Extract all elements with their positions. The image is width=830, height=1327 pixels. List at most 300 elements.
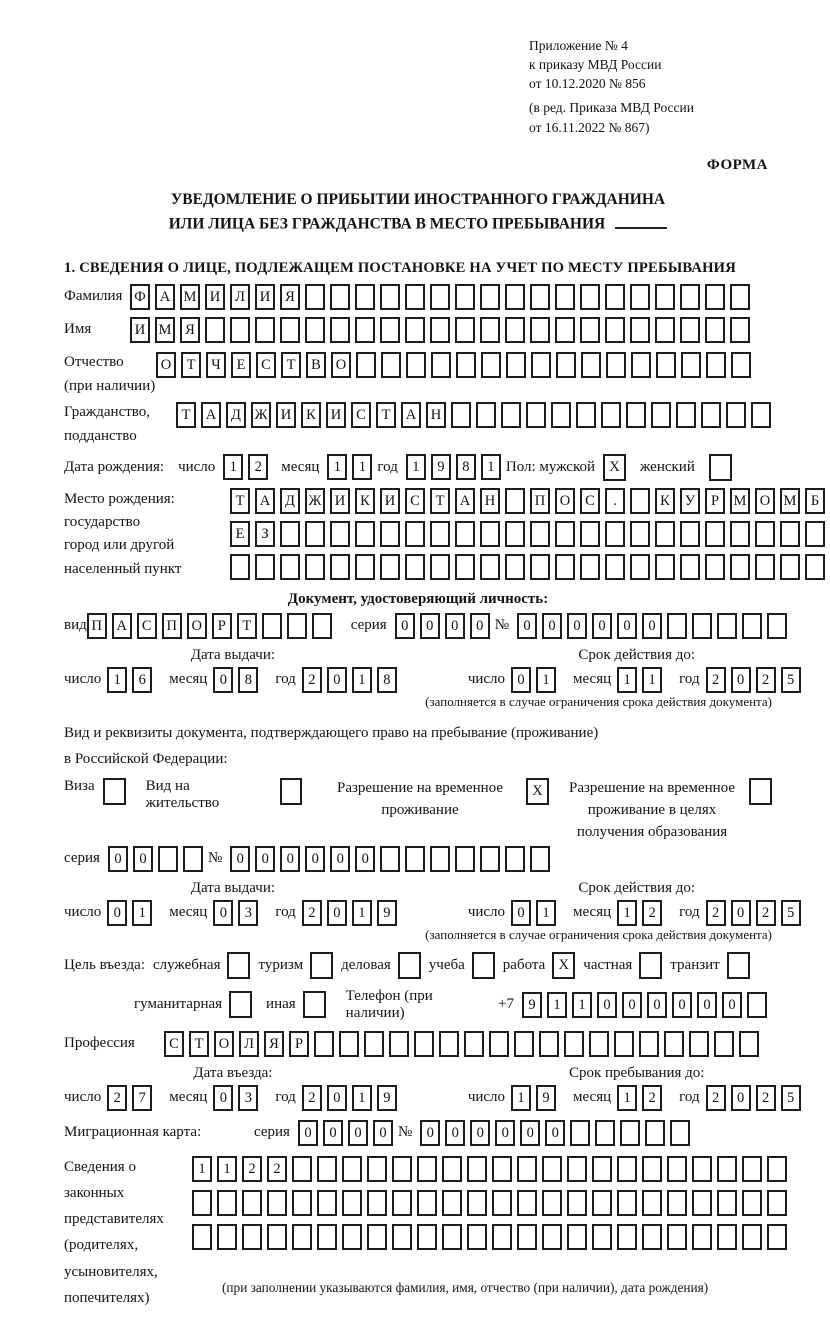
grid-cell: О: [331, 352, 351, 378]
grid-cell: [355, 317, 375, 343]
label-birthdate: Дата рождения:: [64, 458, 165, 475]
grid-cell: 0: [545, 1120, 565, 1146]
label-firstname: Имя: [64, 321, 92, 338]
grid-cell: [292, 1224, 312, 1250]
grid-cell: [567, 1156, 587, 1182]
grid-cell: Д: [280, 488, 300, 514]
grid-cell: [655, 317, 675, 343]
grid-cell: 1: [481, 454, 501, 480]
grid-cell: 0: [470, 1120, 490, 1146]
phone-field[interactable]: [522, 992, 772, 1018]
resdoc-issue-day[interactable]: [107, 900, 157, 926]
grid-cell: 1: [352, 667, 372, 693]
grid-cell: [292, 1156, 312, 1182]
grid-cell: 0: [348, 1120, 368, 1146]
checkbox-purpose-humanitarian[interactable]: [229, 991, 252, 1018]
grid-cell: [542, 1156, 562, 1182]
label-day: число: [467, 1089, 506, 1106]
grid-cell: 1: [107, 667, 127, 693]
grid-cell: [639, 1031, 659, 1057]
profession-field[interactable]: [164, 1031, 764, 1057]
grid-cell: [355, 284, 375, 310]
iddoc-valid-month[interactable]: [617, 667, 667, 693]
grid-cell: [626, 402, 646, 428]
grid-cell: [367, 1190, 387, 1216]
grid-cell: [280, 554, 300, 580]
firstname-field[interactable]: [130, 317, 755, 343]
valid-note: (заполняется в случае ограничения срока действия документа): [425, 693, 772, 709]
grid-cell: 0: [373, 1120, 393, 1146]
grid-cell: [380, 284, 400, 310]
label-number: №: [397, 1124, 413, 1141]
label-citizenship: Гражданство, подданство: [64, 403, 151, 444]
checkbox-visa[interactable]: [103, 778, 126, 805]
grid-cell: [455, 521, 475, 547]
migcard-number-field[interactable]: [420, 1120, 695, 1146]
grid-cell: 0: [542, 613, 562, 639]
row-firstname: [64, 317, 772, 343]
grid-cell: 0: [495, 1120, 515, 1146]
grid-cell: [755, 521, 775, 547]
grid-cell: О: [755, 488, 775, 514]
label-year: год: [275, 671, 296, 688]
grid-cell: [656, 352, 676, 378]
grid-cell: [451, 402, 471, 428]
label-lastname: Фамилия: [64, 288, 123, 305]
grid-cell: [714, 1031, 734, 1057]
representatives-row2[interactable]: [192, 1190, 792, 1216]
label-sex-female: женский: [640, 458, 695, 475]
representatives-row1[interactable]: [192, 1156, 792, 1182]
grid-cell: [605, 317, 625, 343]
grid-cell: Т: [230, 488, 250, 514]
checkbox-purpose-work[interactable]: X: [552, 952, 575, 979]
entry-year[interactable]: [302, 1085, 402, 1111]
grid-cell: Ч: [206, 352, 226, 378]
grid-cell: [651, 402, 671, 428]
grid-cell: [605, 284, 625, 310]
grid-cell: [730, 317, 750, 343]
grid-cell: [564, 1031, 584, 1057]
grid-cell: 0: [517, 613, 537, 639]
grid-cell: [530, 284, 550, 310]
grid-cell: [680, 284, 700, 310]
resdoc-valid-col: [468, 880, 806, 926]
grid-cell: [530, 554, 550, 580]
representatives-fields: [192, 1156, 792, 1312]
checkbox-male[interactable]: X: [603, 454, 626, 481]
label-number: №: [494, 617, 509, 634]
checkbox-female[interactable]: [709, 454, 732, 481]
grid-cell: 2: [756, 1085, 776, 1111]
grid-cell: [389, 1031, 409, 1057]
birth-day-field[interactable]: [223, 454, 273, 480]
grid-cell: [342, 1224, 362, 1250]
grid-cell: А: [112, 613, 132, 639]
resdoc-series-field[interactable]: [108, 846, 208, 872]
label-year: год: [275, 904, 296, 921]
grid-cell: [492, 1156, 512, 1182]
grid-cell: [467, 1156, 487, 1182]
grid-cell: 1: [536, 667, 556, 693]
grid-cell: 0: [511, 900, 531, 926]
grid-cell: [255, 317, 275, 343]
label-purpose-other: иная: [266, 996, 296, 1013]
grid-cell: 1: [406, 454, 426, 480]
grid-cell: [501, 402, 521, 428]
header-line: (в ред. Приказа МВД России: [529, 100, 694, 116]
grid-cell: [676, 402, 696, 428]
grid-cell: 0: [445, 613, 465, 639]
grid-cell: [705, 521, 725, 547]
valid-note: (заполняется в случае ограничения срока действия документа): [425, 926, 772, 942]
grid-cell: Н: [480, 488, 500, 514]
grid-cell: И: [380, 488, 400, 514]
iddoc-kind-field[interactable]: [87, 613, 337, 639]
row-representatives: [64, 1154, 772, 1312]
label-day: число: [64, 671, 102, 688]
checkbox-purpose-official[interactable]: [227, 952, 250, 979]
grid-cell: [455, 554, 475, 580]
grid-cell: М: [780, 488, 800, 514]
grid-cell: 1: [352, 900, 372, 926]
grid-cell: [480, 846, 500, 872]
resdoc-valid-year[interactable]: [706, 900, 806, 926]
grid-cell: [217, 1224, 237, 1250]
migcard-series-field[interactable]: [298, 1120, 398, 1146]
grid-cell: [580, 284, 600, 310]
grid-cell: [592, 1156, 612, 1182]
section1-heading: 1. СВЕДЕНИЯ О ЛИЦЕ, ПОДЛЕЖАЩЕМ ПОСТАНОВКЕ НА УЧЕТ ПО МЕСТУ ПРЕБЫВАНИЯ: [64, 259, 736, 276]
grid-cell: [742, 1190, 762, 1216]
grid-cell: [617, 1190, 637, 1216]
iddoc-issue-year[interactable]: [302, 667, 402, 693]
birth-year-field[interactable]: [406, 454, 506, 480]
iddoc-issue-day[interactable]: [107, 667, 157, 693]
birthplace-row2[interactable]: [230, 521, 830, 547]
checkbox-purpose-private[interactable]: [639, 952, 662, 979]
label-purpose-private: частная: [583, 956, 633, 973]
grid-cell: 0: [420, 1120, 440, 1146]
grid-cell: Н: [426, 402, 446, 428]
checkbox-purpose-other[interactable]: [303, 991, 326, 1018]
grid-cell: 9: [522, 992, 542, 1018]
row-purpose: [64, 952, 772, 979]
form-title: [64, 188, 772, 236]
grid-cell: В: [306, 352, 326, 378]
label-series: серия: [64, 850, 100, 867]
grid-cell: [342, 1156, 362, 1182]
grid-cell: [405, 521, 425, 547]
label-patronymic: Отчество (при наличии): [64, 353, 156, 394]
grid-cell: [592, 1190, 612, 1216]
label-valid-until: Срок действия до:: [578, 646, 696, 663]
grid-cell: [681, 352, 701, 378]
grid-cell: [317, 1224, 337, 1250]
grid-cell: [230, 317, 250, 343]
checkbox-temp-residence[interactable]: X: [526, 778, 549, 805]
birthplace-row3[interactable]: [230, 554, 830, 580]
label-purpose-study: учеба: [428, 956, 465, 973]
resdoc-valid-day[interactable]: [511, 900, 561, 926]
grid-cell: [312, 613, 332, 639]
grid-cell: 0: [511, 667, 531, 693]
grid-cell: П: [162, 613, 182, 639]
checkbox-residence-permit[interactable]: [280, 778, 302, 805]
representatives-note: (при заполнении указываются фамилия, имя, отчество (при наличии), дата рождения): [222, 1279, 709, 1295]
grid-cell: [480, 317, 500, 343]
iddoc-series-field[interactable]: [395, 613, 495, 639]
grid-cell: Ф: [130, 284, 150, 310]
stay-day[interactable]: [511, 1085, 561, 1111]
grid-cell: О: [214, 1031, 234, 1057]
grid-cell: [605, 521, 625, 547]
grid-cell: [692, 1224, 712, 1250]
grid-cell: [414, 1031, 434, 1057]
grid-cell: [287, 613, 307, 639]
stay-year[interactable]: [706, 1085, 806, 1111]
grid-cell: 1: [217, 1156, 237, 1182]
grid-cell: 1: [511, 1085, 531, 1111]
iddoc-valid-col: [468, 647, 806, 693]
grid-cell: П: [530, 488, 550, 514]
grid-cell: М: [155, 317, 175, 343]
grid-cell: 0: [617, 613, 637, 639]
checkbox-purpose-study[interactable]: [472, 952, 495, 979]
grid-cell: 0: [355, 846, 375, 872]
grid-cell: [476, 402, 496, 428]
grid-cell: [717, 613, 737, 639]
resdoc-number-field[interactable]: [230, 846, 555, 872]
grid-cell: [680, 317, 700, 343]
grid-cell: [467, 1224, 487, 1250]
grid-cell: [317, 1156, 337, 1182]
grid-cell: 0: [672, 992, 692, 1018]
label-purpose-work: работа: [502, 956, 546, 973]
grid-cell: [805, 521, 825, 547]
grid-cell: [655, 554, 675, 580]
iddoc-valid-day[interactable]: [511, 667, 561, 693]
grid-cell: 0: [445, 1120, 465, 1146]
grid-cell: [631, 352, 651, 378]
stay-month[interactable]: [617, 1085, 667, 1111]
grid-cell: [592, 1224, 612, 1250]
grid-cell: [330, 284, 350, 310]
grid-cell: Т: [181, 352, 201, 378]
grid-cell: 1: [642, 667, 662, 693]
grid-cell: [505, 554, 525, 580]
temp-edu-item: [563, 778, 772, 843]
label-year: год: [275, 1089, 296, 1106]
grid-cell: [555, 317, 575, 343]
grid-cell: [667, 1224, 687, 1250]
grid-cell: [158, 846, 178, 872]
grid-cell: 2: [642, 900, 662, 926]
resdoc-issue-year[interactable]: [302, 900, 402, 926]
grid-cell: О: [555, 488, 575, 514]
label-valid-until: Срок действия до:: [578, 879, 696, 896]
grid-cell: М: [180, 284, 200, 310]
grid-cell: [405, 284, 425, 310]
grid-cell: Т: [237, 613, 257, 639]
grid-cell: [330, 317, 350, 343]
grid-cell: [606, 352, 626, 378]
grid-cell: [755, 554, 775, 580]
grid-cell: [742, 613, 762, 639]
grid-cell: [601, 402, 621, 428]
row-migration-card: [64, 1120, 772, 1146]
grid-cell: [430, 317, 450, 343]
grid-cell: 2: [267, 1156, 287, 1182]
grid-cell: [467, 1190, 487, 1216]
grid-cell: [805, 554, 825, 580]
grid-cell: 1: [223, 454, 243, 480]
checkbox-purpose-business[interactable]: [398, 952, 421, 979]
patronymic-field[interactable]: [156, 352, 756, 378]
grid-cell: [517, 1156, 537, 1182]
grid-cell: О: [187, 613, 207, 639]
grid-cell: [255, 554, 275, 580]
label-purpose-tourism: туризм: [258, 956, 304, 973]
grid-cell: 2: [302, 667, 322, 693]
birthplace-row1[interactable]: [230, 488, 830, 514]
grid-cell: [581, 352, 601, 378]
grid-cell: [642, 1190, 662, 1216]
birth-month-field[interactable]: [327, 454, 377, 480]
grid-cell: [730, 284, 750, 310]
resdoc-issue-month[interactable]: [213, 900, 263, 926]
row-purpose2: [64, 988, 772, 1022]
grid-cell: [664, 1031, 684, 1057]
grid-cell: 5: [781, 900, 801, 926]
grid-cell: Т: [430, 488, 450, 514]
grid-cell: Р: [705, 488, 725, 514]
grid-cell: [780, 554, 800, 580]
entry-date-col: [64, 1065, 402, 1111]
grid-cell: 1: [547, 992, 567, 1018]
label-sex-male: Пол: мужской: [505, 458, 596, 475]
row-citizenship: [64, 400, 772, 448]
row-resdoc-series: [64, 846, 772, 872]
label-migration-card: Миграционная карта:: [64, 1124, 202, 1141]
grid-cell: И: [326, 402, 346, 428]
grid-cell: [455, 284, 475, 310]
grid-cell: [355, 521, 375, 547]
row-iddoc: [64, 613, 772, 639]
resdoc-valid-month[interactable]: [617, 900, 667, 926]
grid-cell: 2: [107, 1085, 127, 1111]
grid-cell: [667, 1156, 687, 1182]
temp-residence-item: [322, 778, 549, 822]
grid-cell: И: [255, 284, 275, 310]
grid-cell: [767, 1224, 787, 1250]
grid-cell: [642, 1224, 662, 1250]
grid-cell: 0: [567, 613, 587, 639]
grid-cell: [192, 1190, 212, 1216]
header-line: от 16.11.2022 № 867): [529, 119, 650, 135]
grid-cell: [730, 521, 750, 547]
grid-cell: [506, 352, 526, 378]
iddoc-issue-month[interactable]: [213, 667, 263, 693]
iddoc-number-field[interactable]: [517, 613, 792, 639]
grid-cell: [555, 284, 575, 310]
grid-cell: [530, 521, 550, 547]
grid-cell: 9: [431, 454, 451, 480]
grid-cell: [305, 521, 325, 547]
row-resdoc-checkboxes: [64, 778, 772, 843]
checkbox-purpose-transit[interactable]: [727, 952, 750, 979]
grid-cell: [431, 352, 451, 378]
grid-cell: С: [580, 488, 600, 514]
header-line: к приказу МВД России: [529, 57, 662, 73]
label-year: год: [679, 1089, 700, 1106]
grid-cell: [556, 352, 576, 378]
grid-cell: [242, 1224, 262, 1250]
checkbox-purpose-tourism[interactable]: [310, 952, 333, 979]
grid-cell: [406, 352, 426, 378]
grid-cell: Е: [231, 352, 251, 378]
grid-cell: 0: [520, 1120, 540, 1146]
grid-cell: [192, 1224, 212, 1250]
grid-cell: 2: [642, 1085, 662, 1111]
grid-cell: [705, 284, 725, 310]
lastname-field[interactable]: [130, 284, 755, 310]
checkbox-temp-edu[interactable]: [749, 778, 772, 805]
grid-cell: [464, 1031, 484, 1057]
label-purpose-humanitarian: гуманитарная: [134, 996, 223, 1013]
grid-cell: [589, 1031, 609, 1057]
grid-cell: [342, 1190, 362, 1216]
grid-cell: Я: [264, 1031, 284, 1057]
grid-cell: [217, 1190, 237, 1216]
grid-cell: [430, 521, 450, 547]
residence-permit-item: [146, 778, 302, 812]
grid-cell: У: [680, 488, 700, 514]
grid-cell: Д: [226, 402, 246, 428]
row-birthdate: [64, 454, 772, 481]
grid-cell: [505, 284, 525, 310]
grid-cell: 0: [305, 846, 325, 872]
representatives-row3[interactable]: [192, 1224, 792, 1250]
grid-cell: А: [401, 402, 421, 428]
entry-day[interactable]: [107, 1085, 157, 1111]
grid-cell: К: [355, 488, 375, 514]
grid-cell: 0: [133, 846, 153, 872]
grid-cell: [455, 317, 475, 343]
grid-cell: [314, 1031, 334, 1057]
grid-cell: П: [87, 613, 107, 639]
grid-cell: [456, 352, 476, 378]
grid-cell: [305, 284, 325, 310]
grid-cell: [267, 1224, 287, 1250]
citizenship-field[interactable]: [176, 402, 776, 428]
grid-cell: [442, 1224, 462, 1250]
label-purpose-official: служебная: [152, 956, 221, 973]
grid-cell: [717, 1156, 737, 1182]
grid-cell: [595, 1120, 615, 1146]
grid-cell: 0: [731, 900, 751, 926]
iddoc-valid-year[interactable]: [706, 667, 806, 693]
form-title-line2: ИЛИ ЛИЦА БЕЗ ГРАЖДАНСТВА В МЕСТО ПРЕБЫВАНИЯ: [64, 211, 772, 236]
label-entry-date: Дата въезда:: [193, 1064, 273, 1081]
entry-month[interactable]: [213, 1085, 263, 1111]
grid-cell: [706, 352, 726, 378]
grid-cell: [230, 554, 250, 580]
grid-cell: 5: [781, 1085, 801, 1111]
grid-cell: Л: [230, 284, 250, 310]
grid-cell: [262, 613, 282, 639]
grid-cell: [655, 521, 675, 547]
